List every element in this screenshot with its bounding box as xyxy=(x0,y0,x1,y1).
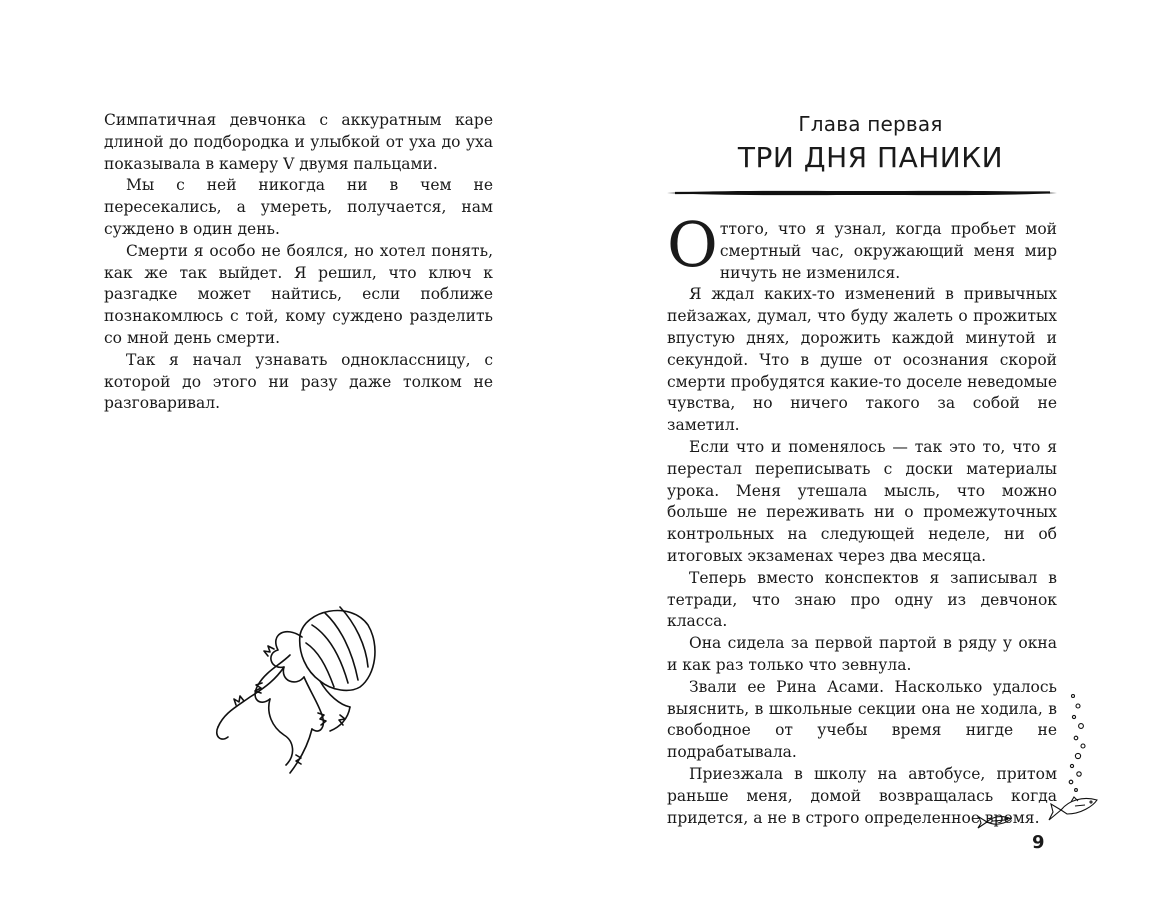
paragraph: Смерти я особо не боялся, но хотел понять, как же так выйдет. Я решил, что ключ к разгадке может найтись, если поближе познакомлюсь с той, кому суждено разделить со мной день смерти. xyxy=(104,241,493,347)
paragraph: Теперь вместо конспектов я записывал в тетради, что знаю про одну из девчонок класса. xyxy=(667,568,1057,631)
chapter-title: ТРИ ДНЯ ПАНИКИ xyxy=(737,141,1004,174)
paragraph: Если что и поменялось — так это то, что я перестал переписывать с доски материалы урока. Меня утешала мысль, что можно больше не переживать ни о промежуточных контрольных на следующей неделе, ни об итоговых экзаменах через два месяца. xyxy=(667,437,1057,565)
opening-paragraph xyxy=(667,208,1057,284)
paragraph: Симпатичная девчонка с аккуратным каре длиной до подбородка и улыбкой от уха до уха показывала в камеру V двумя пальцами. xyxy=(104,111,493,173)
paragraph: Звали ее Рина Асами. Насколько удалось выяснить, в школьные секции она не ходила, в свободное от учебы время нигде не подрабатывала. xyxy=(667,677,1057,762)
chapter-label: Глава первая xyxy=(798,112,943,136)
jellyfish-illustration xyxy=(200,595,390,785)
paragraph: Мы с ней никогда ни в чем не пересекались, а умереть, получается, нам суждено в один день. xyxy=(104,176,493,238)
fish-and-bubbles-illustration xyxy=(975,690,1105,840)
paragraph: Она сидела за первой партой в ряду у окна и как раз только что зевнула. xyxy=(667,634,1057,674)
paragraph: Так я начал узнавать одноклассницу, с которой до этого ни разу даже толком не разговаривал. xyxy=(104,350,493,413)
left-page xyxy=(0,0,580,923)
brush-stroke-divider xyxy=(665,186,1060,200)
right-page xyxy=(580,0,1161,923)
paragraph: Приезжала в школу на автобусе, притом раньше меня, домой возвращалась когда придется, а не в строго определенное время. xyxy=(667,764,1057,827)
page-number: 9 xyxy=(1032,832,1045,853)
drop-cap: О xyxy=(667,208,718,281)
opening-paragraph-text: ттого, что я узнал, когда пробьет мой смертный час, окружающий меня мир ничуть не изменился. xyxy=(719,220,1057,282)
paragraph: Я ждал каких-то изменений в привычных пейзажах, думал, что буду жалеть о прожитых впустую днях, дорожить каждой минутой и секундой. Что в душе от осознания скорой смерти пробудятся какие-то доселе неведомые чувства, но ничего такого за собой не заметил. xyxy=(667,285,1057,435)
left-body-text xyxy=(104,110,493,415)
